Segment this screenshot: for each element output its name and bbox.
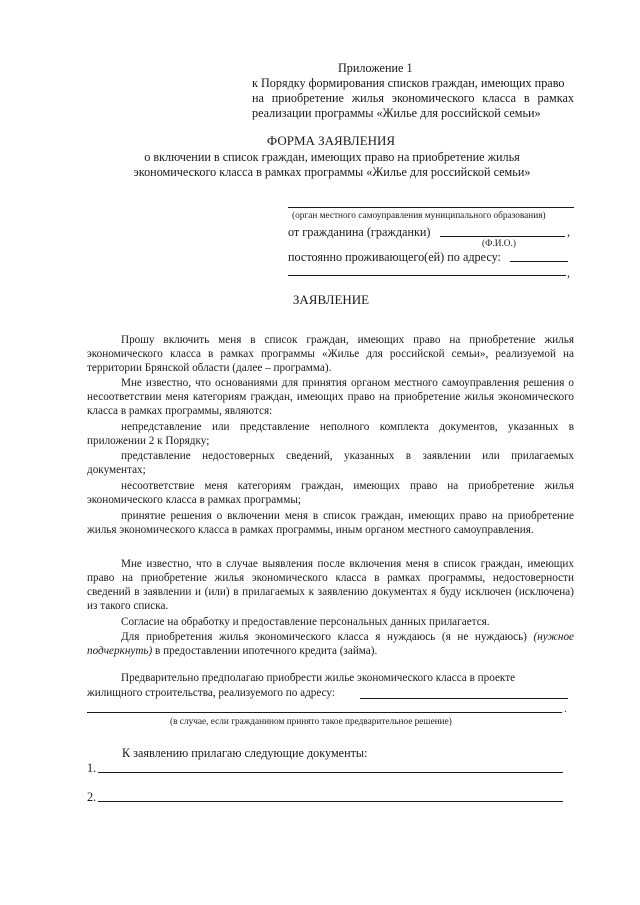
p9-italic-note: (нужное подчеркнуть) [87,631,575,657]
form-subtitle-1: о включении в список граждан, имеющих право на приобретение жилья [144,150,520,164]
attachment-number-2: 2. [87,790,97,804]
body-paragraph-6: принятие решения о включении меня в список граждан, имеющих право на приобретение жилья экономического класса в рамках программы, иным органом местного самоуправления. [87,510,574,536]
body-paragraph-8: Согласие на обработку и предоставление персональных данных прилагается. [121,616,490,628]
fio-line[interactable] [440,236,565,237]
appendix-title: Приложение 1 [338,61,413,75]
project-line-1: Предварительно предполагаю приобрести жилье экономического класса в проекте [121,672,516,684]
org-name-line[interactable] [288,207,574,208]
appendix-line-3: реализации программы «Жилье для российской семьи» [252,106,541,120]
project-address-line-1[interactable] [360,698,568,699]
org-caption: (орган местного самоуправления муниципального образования) [292,211,546,221]
project-line-2-label: жилищного строительства, реализуемого по адресу: [87,687,335,699]
body-paragraph-2: Мне известно, что основаниями для принятия органом местного самоуправления решения о несоответствии меня категориям граждан, имеющих право на приобретение жилья экономического класса в рамках программы, являются: [87,377,574,417]
form-subtitle-2: экономического класса в рамках программы «Жилье для российской семьи» [133,165,531,179]
statement-title: ЗАЯВЛЕНИЕ [292,292,370,307]
attachment-line-2[interactable] [98,801,563,802]
form-title: ФОРМА ЗАЯВЛЕНИЯ [266,133,396,148]
residence-label: постоянно проживающего(ей) по адресу: [288,250,501,264]
from-label: от гражданина (гражданки) [288,225,431,239]
body-paragraph-4: представление недостоверных сведений, указанных в заявлении или прилагаемых документах; [87,450,574,476]
body-paragraph-7: Мне известно, что в случае выявления после включения меня в список граждан, имеющих право на приобретение жилья экономического класса в рамках программы, недостоверности сведений в заявлении и (или) в прилагаемых к заявлению документах я буду исключен (исключена) из такого списка. [87,558,574,612]
attachment-number-1: 1. [87,761,97,775]
appendix-line-2: на приобретение жилья экономического класса в рамках [252,91,574,105]
project-end-dot: . [564,703,567,715]
attachments-label: К заявлению прилагаю следующие документы: [122,746,368,760]
residence-line-1[interactable] [510,261,568,262]
residence-line-2[interactable] [288,275,566,276]
body-paragraph-1: Прошу включить меня в список граждан, имеющих право на приобретение жилья экономического класса в рамках программы «Жилье для российской семьи», реализуемой на территории Брянской области (далее – программа). [87,334,574,374]
p9-text-b: в предоставлении ипотечного кредита (займа). [152,645,378,657]
fio-comma: , [567,225,571,239]
appendix-line-1: к Порядку формирования списков граждан, имеющих право [252,76,565,90]
body-paragraph-9 [87,630,574,658]
p9-text-a: Для приобретения жилья экономического класса я нуждаюсь (я не нуждаюсь) [121,631,527,643]
attachment-line-1[interactable] [98,772,563,773]
project-address-line-2[interactable] [87,712,562,713]
body-paragraph-5: несоответствие меня категориям граждан, имеющих право на приобретение жилья экономического класса в рамках программы; [87,480,574,506]
body-paragraph-3: непредставление или представление неполного комплекта документов, указанных в приложении 2 к Порядку; [87,421,574,447]
project-caption: (в случае, если гражданином принято такое предварительное решение) [170,717,452,727]
residence-comma: , [567,266,571,280]
fio-caption: (Ф.И.О.) [482,239,516,249]
